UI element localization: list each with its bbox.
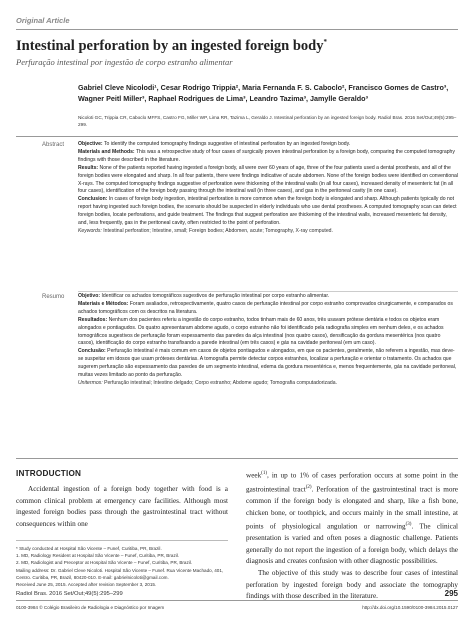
abstract-label: Abstract — [42, 142, 65, 148]
intro-right-column: week$^{(1)}$, in up to 1% of cases perforation occurs at some point in the gastrointestinal tract$^{(2)}$. Perforation of the gastrointestinal tract is more common if the foreign body is elongated and sharp, like a fish bone, chicken bone, or toothpick, and occurs mainly in the small intestine, at points of physiological angulation or narrowing$^{(3)}$. The clinical presentation is varied and often poses a diagnostic challenge. Patients generally do not report the ingestion of a foreign body, which delays the diagnosis and creates confusion with other diagnostic possibilities. The objective of this study was to describe four cases of intestinal perforation by ingested foreign body and associate the tomography findings with those described in the literature. — [246, 471, 459, 601]
doi-link[interactable]: http://dx.doi.org/10.1590/0100-3984.2015.0127 — [362, 605, 458, 610]
abstract-body: Objective: To identify the computed tomography findings suggestive of intestinal perforation by an ingested foreign body. Materials and Methods: This was a retrospective study of four cases of surgically proven intestinal perforation by a foreign body, comparing the computed tomography findings with those described in the literature. Results: None of the patients reported having ingested a foreign body, all were over 60 years of age, three of the four patients used a dental prosthesis, and all of the foreign bodies were elongated and sharp. In all four patients, there were findings indicative of acute abdomen. None of the foreign bodies were identified on conventional X-rays. The computed tomography findings suggestive of perforation were thickening of the intestinal walls (in all four cases), increased density of mesenteric fat (in all four cases), identification of the foreign body passing through the intestinal wall (in three cases), and gas in the peritoneal cavity (in one case). Conclusion: In cases of foreign body ingestion, intestinal perforation is more common when the foreign body is elongated and sharp. Although patients typically do not report having ingested such foreign bodies, the scenario should be suspected in elderly individuals who use dental prostheses. A computed tomography scan can detect foreign bodies, locate perforations, and guide treatment. The findings that suggest perforation are thickening of the intestinal walls, increased mesenteric fat density, and, less frequently, gas in the peritoneal cavity, often restricted to the point of perforation. Keywords: Intestinal perforation; Intestine, small; Foreign bodies; Abdomen, acute; Tomography, X-ray computed. — [78, 141, 459, 234]
article-title: Intestinal perforation by an ingested foreign body* — [16, 38, 327, 54]
footnotes: * Study conducted at Hospital São Vicente – Funef, Curitiba, PR, Brazil. 1. MD, Radiology Resident at Hospital São Vicente – Funef, Curitiba, PR, Brazil. 2. MD, Radiologist and Preceptor at Hospital São Vicente – Funef, Curitiba, PR, Brazil. Mailing address: Dr. Gabriel Cleve Nicoloti. Hospital São Vicente – Funef. Rua Vicente Machado, 401, Centro. Curitiba, PR, Brazil, 80420-010. E-mail: gabrielnicoloti@gmail.com. Received June 25, 2015. Accepted after revision September 3, 2015. — [16, 546, 224, 588]
copyright-notice: 0100-3984 © Colégio Brasileiro de Radiologia e Diagnóstico por Imagem — [16, 605, 165, 610]
resumo-body: Objetivo: Identificar os achados tomográficos sugestivos de perfuração intestinal por corpo estranho alimentar. Materiais e Métodos: Foram avaliados, retrospectivamente, quatro casos de perfuração intestinal por corpo estranho comprovados cirurgicamente, e comparados os achados tomográficos com os descritos na literatura. Resultados: Nenhum dos pacientes referiu a ingestão do corpo estranho, todos tinham mais de 60 anos, três usavam prótese dentária e todos os objetos eram alongados e pontiagudos. Os quatro apresentaram abdome agudo, o corpo estranho não foi identificado pela radiografia simples em nenhum deles, e os achados tomográficos sugestivos de perfuração foram espessamento das paredes da alça intestinal (nos quatro casos), densificação da gordura mesentérica (nos quatro casos), identificação do corpo estranho transfixando a parede intestinal (em três casos) e gás na cavidade peritoneal (em um caso). Conclusão: Perfuração intestinal é mais comum em casos de objetos pontiagudos e alongados, em que os pacientes, geralmente, não referem a ingestão, mas deve-se suspeitar em idosos que usam próteses dentárias. A tomografia permite detectar corpos estranhos, localizar a perfuração e orientar o tratamento. Os achados que sugerem perfuração são espessamento das paredes de um segmento intestinal, edema da gordura mesentérica e, menos frequentemente, gás na cavidade peritoneal, muitas vezes limitado ao ponto da perfuração. Unitermos: Perfuração intestinal; Intestino delgado; Corpo estranho; Abdome agudo; Tomografia computadorizada. — [78, 293, 457, 386]
abstract-bottom-rule — [16, 458, 458, 459]
journal-reference: Radiol Bras. 2016 Set/Out;49(5):295–299 — [16, 591, 123, 597]
page-number: 295 — [444, 589, 458, 598]
footnote-rule — [16, 540, 228, 541]
author-list: Gabriel Cleve Nicolodi¹, Cesar Rodrigo Trippia², Maria Fernanda F. S. Caboclo², Francisco Gomes de Castro³, Wagner Peitl Miller³, Raphael Rodrigues de Lima³, Leandro Tazima³, Jamylle Geraldo³ — [78, 83, 449, 103]
resumo-label: Resumo — [42, 294, 65, 300]
section-label: Original Article — [16, 16, 70, 25]
citation: Nicoloti GC, Trippia CR, Caboclo MFFS, Castro FG, Miller WP, Lima RR, Tazima L, Geraldo J. Intestinal perforation by an ingested foreign body. Radiol Bras. 2016 Set/Out;49(5):295–299. — [78, 115, 457, 127]
abstract-divider — [78, 291, 458, 292]
abstract-top-rule — [16, 136, 458, 137]
intro-heading: INTRODUCTION — [16, 469, 82, 478]
intro-left-paragraph: Accidental ingestion of a foreign body together with food is a common clinical problem at emergency care facilities. Although most ingested foreign bodies pass through the gastrointestinal tract without consequences within one — [16, 485, 228, 528]
article-subtitle: Perfuração intestinal por ingestão de corpo estranho alimentar — [16, 57, 233, 67]
footer-rule — [16, 600, 458, 601]
header-divider — [16, 29, 458, 30]
